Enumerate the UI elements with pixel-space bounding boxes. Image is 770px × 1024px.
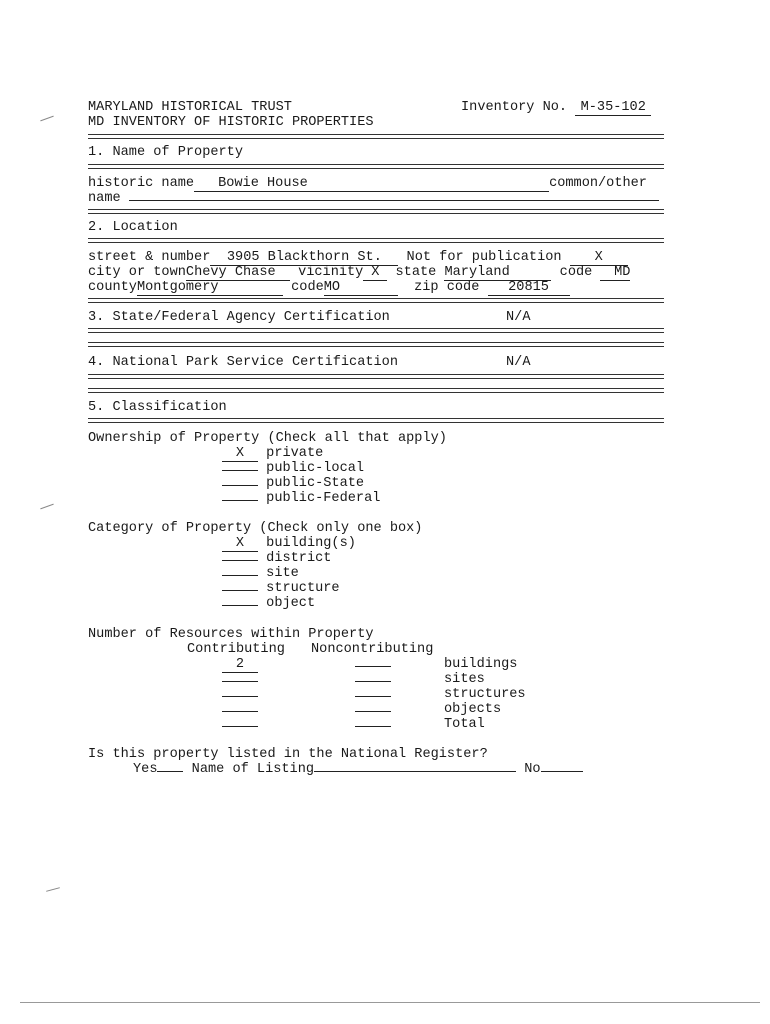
ownership-option[interactable]: public-State [222, 476, 364, 491]
category-option[interactable]: X building(s) [222, 536, 356, 552]
city-field[interactable]: city or townChevy Chase vicinity X state Maryland code MD [88, 265, 631, 280]
ownership-option[interactable]: public-Federal [222, 491, 380, 506]
resource-noncontributing[interactable] [355, 687, 391, 702]
county-field[interactable]: countyMontgomery codeMO zip code 20815 [88, 280, 570, 296]
section5-title: 5. Classification [88, 400, 227, 415]
resource-contributing[interactable] [222, 702, 258, 717]
resource-label: structures [444, 687, 526, 702]
section-divider [88, 374, 664, 379]
ownership-label: Ownership of Property (Check all that apply) [88, 431, 447, 446]
resource-label: objects [444, 702, 502, 717]
section-divider [88, 328, 664, 333]
resource-contributing[interactable]: 2 [222, 657, 258, 673]
resource-contributing[interactable] [222, 717, 258, 732]
resource-noncontributing[interactable] [355, 657, 391, 672]
common-name-field[interactable]: name [88, 191, 659, 206]
street-field[interactable]: street & number 3905 Blackthorn St. Not for publication X [88, 250, 628, 266]
resources-label: Number of Resources within Property [88, 627, 374, 642]
section3-value: N/A [506, 310, 531, 325]
category-option[interactable]: structure [222, 581, 340, 596]
contributing-header: Contributing [187, 642, 285, 657]
scan-edge-line [20, 1002, 760, 1003]
resource-label: buildings [444, 657, 518, 672]
ownership-option[interactable]: X private [222, 446, 323, 462]
section4-title: 4. National Park Service Certification [88, 355, 398, 370]
section4-value: N/A [506, 355, 531, 370]
category-option[interactable]: object [222, 596, 315, 611]
form-subtitle: MD INVENTORY OF HISTORIC PROPERTIES [88, 115, 374, 130]
section-divider [88, 164, 664, 169]
section1-title: 1. Name of Property [88, 145, 243, 160]
register-question: Is this property listed in the National Register? [88, 747, 488, 762]
section-divider [88, 388, 664, 393]
category-option[interactable]: district [222, 551, 331, 566]
resource-label: Total [444, 717, 485, 732]
section-divider [88, 134, 664, 139]
section-divider [88, 418, 664, 423]
section3-title: 3. State/Federal Agency Certification [88, 310, 390, 325]
scan-mark [40, 504, 53, 510]
category-option[interactable]: site [222, 566, 299, 581]
inventory-number: Inventory No. M-35-102 [461, 100, 651, 116]
scan-mark [40, 116, 53, 122]
scan-mark [46, 887, 60, 892]
section-divider [88, 298, 664, 303]
section2-title: 2. Location [88, 220, 178, 235]
resource-contributing[interactable] [222, 687, 258, 702]
resource-noncontributing[interactable] [355, 717, 391, 732]
category-label: Category of Property (Check only one box) [88, 521, 423, 536]
org-title: MARYLAND HISTORICAL TRUST [88, 100, 292, 115]
ownership-option[interactable]: public-local [222, 461, 364, 476]
resource-label: sites [444, 672, 485, 687]
resource-noncontributing[interactable] [355, 702, 391, 717]
section-divider [88, 209, 664, 214]
section-divider [88, 342, 664, 347]
noncontributing-header: Noncontributing [311, 642, 434, 657]
resource-contributing[interactable] [222, 672, 258, 687]
register-answer-row[interactable]: Yes Name of Listing No [133, 762, 583, 777]
section-divider [88, 238, 664, 243]
resource-noncontributing[interactable] [355, 672, 391, 687]
historic-name-field[interactable]: historic name Bowie House common/other [88, 176, 647, 191]
